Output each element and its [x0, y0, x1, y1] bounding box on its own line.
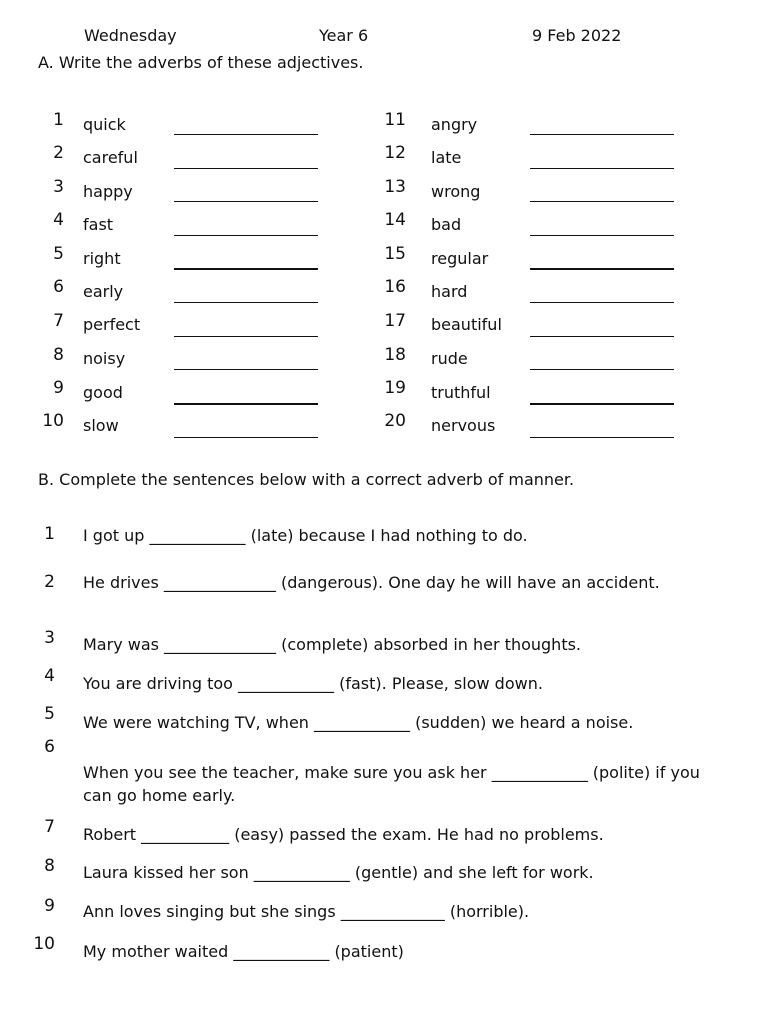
item-number: 1 — [44, 524, 55, 544]
item-number: 15 — [384, 244, 406, 264]
item-number: 20 — [384, 411, 406, 431]
sentence-text: We were watching TV, when ____________ (sudden) we heard a noise. — [83, 713, 634, 732]
answer-line[interactable] — [530, 336, 674, 337]
adjective-word: good — [83, 383, 123, 402]
sentence-item — [33, 934, 723, 963]
sentence-item — [44, 817, 723, 846]
answer-line[interactable] — [530, 437, 674, 438]
answer-line[interactable] — [174, 369, 318, 370]
item-number: 10 — [42, 411, 64, 431]
item-number: 9 — [53, 378, 64, 398]
item-number: 5 — [44, 704, 55, 724]
header-date: 9 Feb 2022 — [532, 26, 622, 45]
item-number: 9 — [44, 896, 55, 916]
item-number: 2 — [44, 572, 55, 592]
answer-line[interactable] — [174, 168, 318, 169]
sentence-text: When you see the teacher, make sure you ask her ____________ (polite) if you can go home early. — [83, 763, 700, 805]
sentence-text: Robert ___________ (easy) passed the exam. He had no problems. — [83, 825, 604, 844]
item-number: 3 — [53, 177, 64, 197]
answer-line[interactable] — [530, 201, 674, 202]
sentence-text: He drives ______________ (dangerous). One day he will have an accident. — [83, 573, 660, 592]
item-number: 14 — [384, 210, 406, 230]
adjective-word: happy — [83, 182, 133, 201]
answer-line[interactable] — [174, 134, 318, 135]
answer-line[interactable] — [174, 437, 318, 438]
item-number: 4 — [44, 666, 55, 686]
adjective-word: nervous — [431, 416, 496, 435]
sentence-item — [44, 896, 723, 923]
answer-line[interactable] — [174, 336, 318, 337]
answer-line[interactable] — [530, 369, 674, 370]
item-number: 5 — [53, 244, 64, 264]
adjective-word: fast — [83, 215, 114, 234]
section-a-title: A. Write the adverbs of these adjectives. — [38, 53, 364, 72]
adjective-word: angry — [431, 115, 478, 134]
item-number: 12 — [384, 143, 406, 163]
item-number: 6 — [44, 737, 55, 757]
sentence-item — [44, 856, 723, 884]
adjective-word: slow — [83, 416, 119, 435]
adjective-word: bad — [431, 215, 462, 234]
adjective-word: hard — [431, 282, 468, 301]
answer-line[interactable] — [174, 235, 318, 236]
adjective-word: beautiful — [431, 315, 502, 334]
item-number: 17 — [384, 311, 406, 331]
answer-line[interactable] — [174, 201, 318, 202]
adjective-word: rude — [431, 349, 468, 368]
item-number: 16 — [384, 277, 406, 297]
answer-line[interactable] — [174, 403, 318, 405]
adjective-word: regular — [431, 249, 489, 268]
adjective-word: right — [83, 249, 121, 268]
sentence-item — [44, 737, 723, 807]
answer-line[interactable] — [174, 302, 318, 303]
adjective-word: perfect — [83, 315, 141, 334]
item-number: 2 — [53, 143, 64, 163]
sentence-item — [44, 524, 723, 547]
answer-line[interactable] — [530, 403, 674, 405]
sentence-text: I got up ____________ (late) because I had nothing to do. — [83, 526, 528, 545]
item-number: 18 — [384, 345, 406, 365]
sentence-text: Mary was ______________ (complete) absorbed in her thoughts. — [83, 635, 582, 654]
answer-line[interactable] — [530, 168, 674, 169]
item-number: 6 — [53, 277, 64, 297]
item-number: 10 — [33, 934, 55, 954]
sentence-item — [44, 628, 723, 656]
answer-line[interactable] — [530, 302, 674, 303]
adjective-word: truthful — [431, 383, 491, 402]
answer-line[interactable] — [174, 268, 318, 270]
section-b-title: B. Complete the sentences below with a correct adverb of manner. — [38, 470, 575, 489]
sentence-item — [44, 666, 723, 695]
item-number: 7 — [53, 311, 64, 331]
item-number: 8 — [44, 856, 55, 876]
sentence-text: My mother waited ____________ (patient) — [83, 942, 404, 961]
adjective-word: quick — [83, 115, 126, 134]
sentence-text: You are driving too ____________ (fast). Please, slow down. — [83, 674, 543, 693]
item-number: 1 — [53, 110, 64, 130]
answer-line[interactable] — [530, 268, 674, 270]
item-number: 13 — [384, 177, 406, 197]
sentence-text: Laura kissed her son ____________ (gentle) and she left for work. — [83, 863, 594, 882]
adjective-word: noisy — [83, 349, 126, 368]
adjective-word: careful — [83, 148, 138, 167]
adjective-word: late — [431, 148, 462, 167]
item-number: 11 — [384, 110, 406, 130]
sentence-text: Ann loves singing but she sings _____________ (horrible). — [83, 902, 530, 921]
answer-line[interactable] — [530, 235, 674, 236]
item-number: 19 — [384, 378, 406, 398]
sentence-item — [44, 704, 723, 734]
sentence-item — [44, 571, 723, 594]
item-number: 8 — [53, 345, 64, 365]
header-day: Wednesday — [84, 26, 177, 45]
adjective-word: wrong — [431, 182, 481, 201]
answer-line[interactable] — [530, 134, 674, 135]
item-number: 4 — [53, 210, 64, 230]
adjective-word: early — [83, 282, 124, 301]
header-year: Year 6 — [319, 26, 369, 45]
item-number: 3 — [44, 628, 55, 648]
item-number: 7 — [44, 817, 55, 837]
